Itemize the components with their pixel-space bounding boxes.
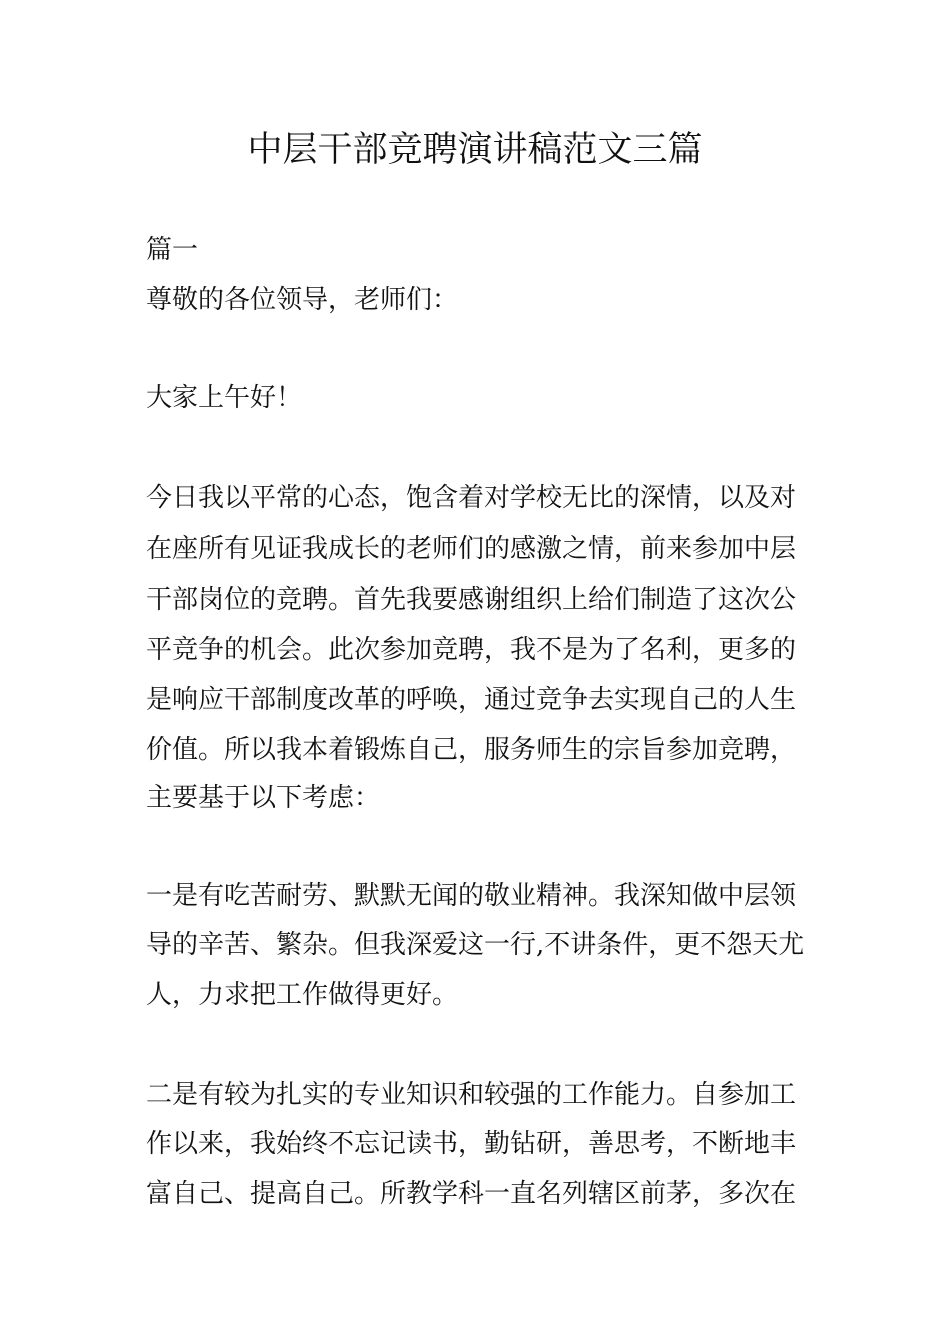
paragraph-3-line: 作以来，我始终不忘记读书，勤钻研，善思考，不断地丰 <box>146 1129 797 1159</box>
paragraph-1-line: 在座所有见证我成长的老师们的感激之情，前来参加中层 <box>146 534 797 564</box>
paragraph-1-line: 干部岗位的竞聘。首先我要感谢组织上给们制造了这次公 <box>146 585 797 615</box>
paragraph-1-line: 是响应干部制度改革的呼唤，通过竞争去实现自己的人生 <box>146 685 797 715</box>
greeting: 大家上午好！ <box>146 383 303 413</box>
document-title: 中层干部竞聘演讲稿范文三篇 <box>247 130 703 170</box>
paragraph-1-line: 价值。所以我本着锻炼自己，服务师生的宗旨参加竞聘， <box>146 735 797 765</box>
paragraph-1-line: 今日我以平常的心态，饱含着对学校无比的深情，以及对 <box>146 483 797 513</box>
paragraph-2-line: 人，力求把工作做得更好。 <box>146 980 459 1010</box>
paragraph-2-line: 导的辛苦、繁杂。但我深爱这一行,不讲条件，更不怨天尤 <box>146 930 805 960</box>
section-label: 篇一 <box>146 235 199 265</box>
salutation: 尊敬的各位领导，老师们： <box>146 285 459 315</box>
paragraph-1-line: 主要基于以下考虑： <box>146 783 381 813</box>
paragraph-3-line: 二是有较为扎实的专业知识和较强的工作能力。自参加工 <box>146 1080 797 1110</box>
paragraph-3-line: 富自己、提高自己。所教学科一直名列辖区前茅，多次在 <box>146 1179 797 1209</box>
paragraph-2-line: 一是有吃苦耐劳、默默无闻的敬业精神。我深知做中层领 <box>146 881 797 911</box>
paragraph-1-line: 平竞争的机会。此次参加竞聘，我不是为了名利，更多的 <box>146 635 797 665</box>
